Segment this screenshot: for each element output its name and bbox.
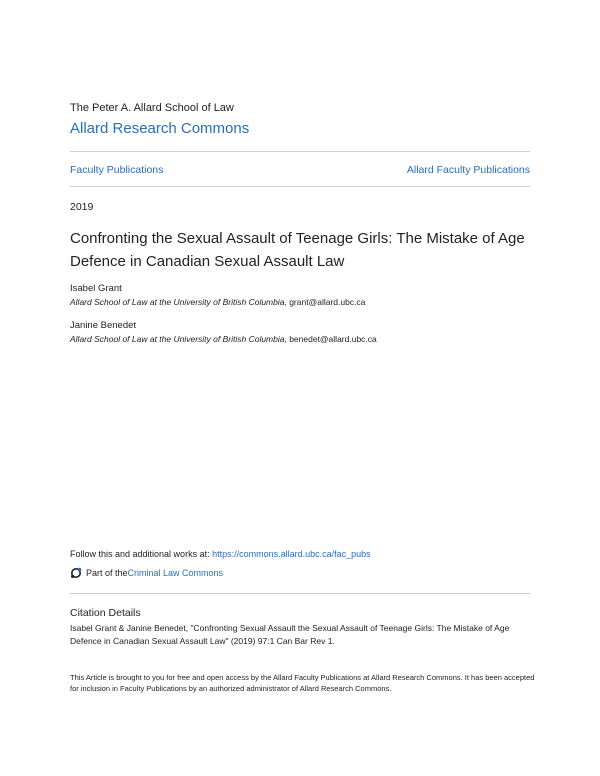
affiliation-text: Allard School of Law at the University of British Columbia <box>70 297 285 307</box>
school-name: The Peter A. Allard School of Law <box>70 102 234 114</box>
commons-network-icon <box>70 567 82 579</box>
divider-nav <box>70 186 530 187</box>
faculty-publications-link[interactable]: Faculty Publications <box>70 164 164 176</box>
author-affiliation <box>70 297 365 307</box>
repository-link[interactable]: Allard Research Commons <box>70 120 250 137</box>
affiliation-text: Allard School of Law at the University of British Columbia <box>70 334 285 344</box>
author-affiliation <box>70 334 377 344</box>
access-statement: This Article is brought to you for free and open access by the Allard Faculty Publications at Allard Research Commons. It has been accepted for inclusion in Faculty Publications by an authorized administrator of Allard Research Commons. <box>70 673 535 693</box>
follow-text: Follow this and additional works at: <box>70 549 213 559</box>
publication-year: 2019 <box>70 201 94 213</box>
author-name: Janine Benedet <box>70 320 137 331</box>
part-of-line <box>70 567 223 579</box>
citation-heading: Citation Details <box>70 607 141 619</box>
author-email: , benedet@allard.ubc.ca <box>284 334 377 344</box>
citation-text: Isabel Grant & Janine Benedet, "Confronting Sexual Assault the Sexual Assault of Teenage Girls: The Mistake of Age Defence in Canadian Sexual Assault Law" (2019) 97:1 Can Bar Rev 1. <box>70 623 510 646</box>
fac-pubs-link[interactable]: https://commons.allard.ubc.ca/fac_pubs <box>212 549 371 559</box>
divider-citation <box>70 593 530 594</box>
allard-faculty-publications-link[interactable]: Allard Faculty Publications <box>406 164 530 176</box>
follow-line <box>70 549 371 559</box>
author-email: , grant@allard.ubc.ca <box>284 297 366 307</box>
article-title: Confronting the Sexual Assault of Teenage Girls: The Mistake of Age Defence in Canadian Sexual Assault Law <box>70 230 525 270</box>
author-name: Isabel Grant <box>70 283 122 294</box>
divider-top <box>70 151 530 152</box>
part-of-text: Part of the <box>86 568 128 578</box>
criminal-law-commons-link[interactable]: Criminal Law Commons <box>127 568 224 578</box>
